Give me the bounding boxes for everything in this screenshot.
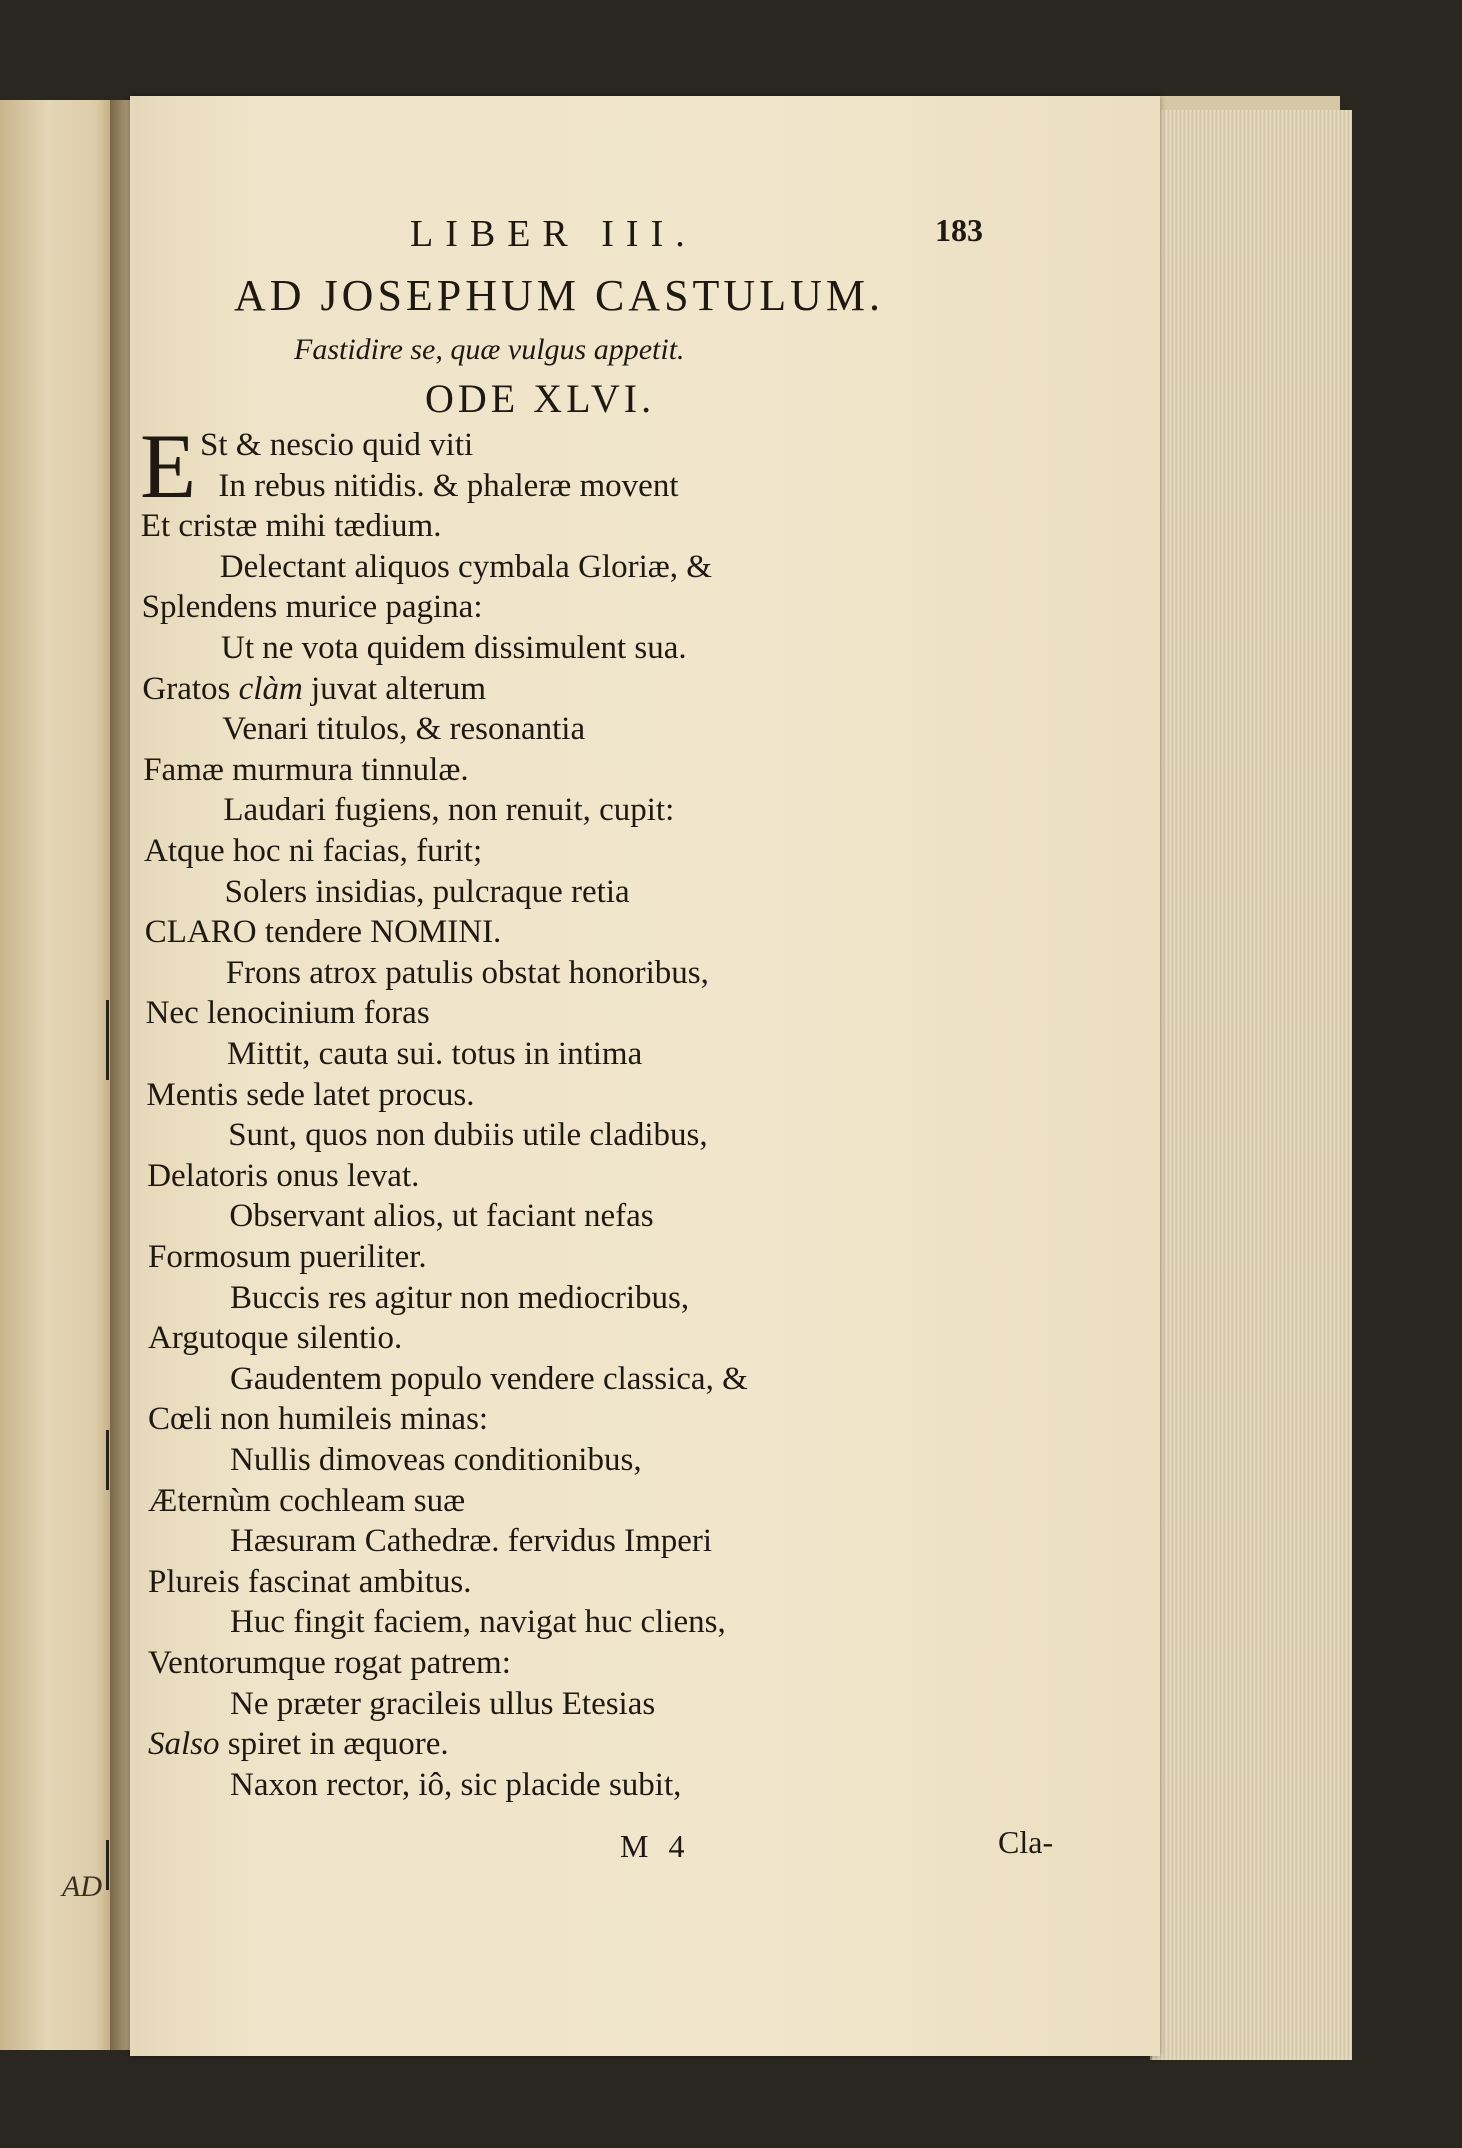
poem-line: Mittit, cauta sui. totus in intima	[227, 1036, 643, 1072]
left-page-catchword: AD	[62, 1870, 102, 1903]
poem-line: Solers insidias, pulcraque retia	[224, 873, 630, 910]
page-number: 183	[935, 212, 983, 248]
poem-line: Atque hoc ni facias, furit;	[144, 833, 483, 869]
poem-line: Gaudentem populo vendere classica, &	[230, 1360, 748, 1397]
poem-line: Huc fingit faciem, navigat huc cliens,	[230, 1604, 726, 1641]
poem-line: Hæsuram Cathedræ. fervidus Imperi	[230, 1523, 713, 1560]
poem-line: Ventorumque rogat patrem:	[148, 1645, 511, 1681]
poem-line: Buccis res agitur non mediocribus,	[230, 1279, 690, 1316]
poem-line: Venari titulos, & resonantia	[222, 711, 586, 748]
poem-line: Ne præter gracileis ullus Etesias	[230, 1685, 656, 1722]
poem-line: Æternùm cochleam suæ	[148, 1482, 466, 1519]
poem-subtitle: Fastidire se, quæ vulgus appetit.	[294, 333, 685, 366]
poem-line: Delatoris onus levat.	[147, 1157, 420, 1194]
poem-line: Laudari fugiens, non renuit, cupit:	[223, 792, 675, 829]
poem-line: Argutoque silentio.	[148, 1320, 403, 1357]
poem-line: Frons atrox patulis obstat honoribus,	[225, 954, 709, 991]
poem-line: Delectant aliquos cymbala Gloriæ, &	[219, 548, 712, 585]
ode-number: ODE XLVI.	[425, 376, 656, 421]
poem-line: Observant alios, ut faciant nefas	[229, 1198, 654, 1235]
poem-line: Formosum pueriliter.	[148, 1239, 427, 1275]
poem-line: St & nescio quid viti	[200, 427, 474, 463]
poem-line: Sunt, quos non dubiis utile cladibus,	[228, 1117, 708, 1154]
poem-line: CLARO tendere NOMINI.	[144, 914, 502, 951]
poem-line: Gratos clàm juvat alterum	[142, 670, 487, 707]
running-title: LIBER III.	[410, 213, 697, 255]
poem-line: Et cristæ mihi tædium.	[140, 508, 442, 545]
drop-cap: E	[140, 415, 197, 517]
poem-title: AD JOSEPHUM CASTULUM.	[234, 271, 884, 320]
poem-line: Famæ murmura tinnulæ.	[143, 751, 469, 788]
poem-line: Nullis dimoveas conditionibus,	[230, 1442, 642, 1478]
poem-line: Salso spiret in æquore.	[148, 1726, 449, 1763]
poem-line: Mentis sede latet procus.	[146, 1076, 475, 1113]
poem-line: Ut ne vota quidem dissimulent sua.	[221, 630, 687, 666]
catchword: Cla-	[998, 1824, 1054, 1860]
poem-line: Cœli non humileis minas:	[148, 1401, 489, 1438]
signature-mark: M 4	[620, 1828, 691, 1864]
poem-line: Naxon rector, iô, sic placide subit,	[230, 1766, 682, 1803]
poem-line: Plureis fascinat ambitus.	[148, 1563, 472, 1600]
poem-line: In rebus nitidis. & phaleræ movent	[218, 467, 679, 504]
poem-line: Nec lenocinium foras	[145, 995, 430, 1032]
poem-line: Splendens murice pagina:	[141, 589, 483, 626]
